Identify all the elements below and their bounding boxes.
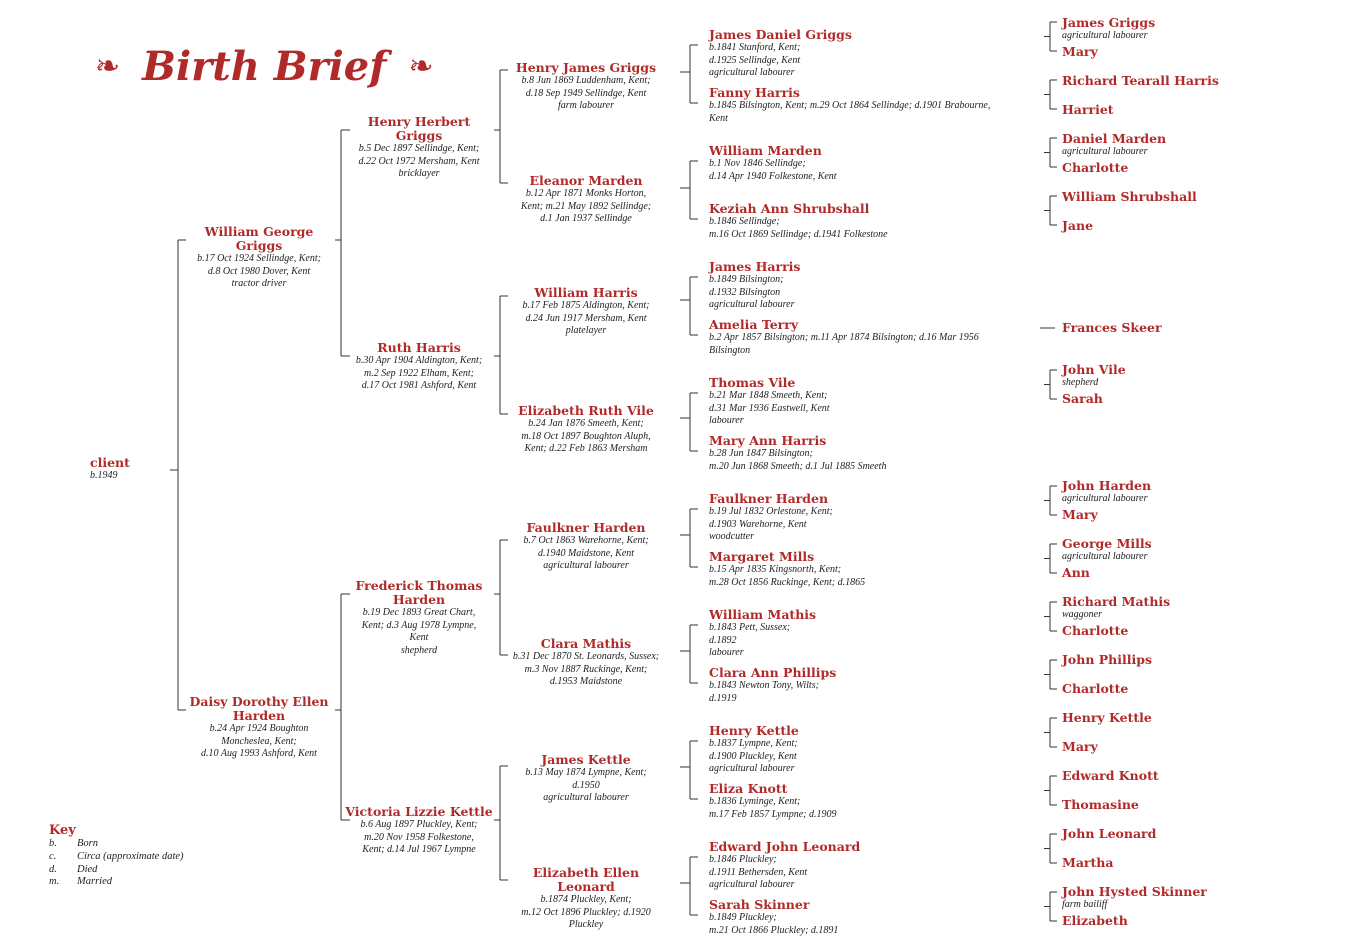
person-name: George Mills — [1062, 536, 1152, 551]
person-name: Eliza Knott — [709, 781, 788, 796]
person-gen6[interactable] — [1062, 914, 1262, 928]
key-abbreviation: d. — [49, 863, 57, 875]
person-name: Jane — [1062, 218, 1094, 233]
person-gen5[interactable] — [709, 608, 1029, 660]
person-name: Elizabeth Ellen Leonard — [532, 865, 640, 894]
key-abbreviation: b. — [49, 838, 57, 849]
person-gen5[interactable] — [709, 666, 1029, 705]
page-title — [95, 36, 434, 96]
person-name: Eleanor Marden — [529, 173, 643, 188]
person-gen5[interactable] — [709, 86, 1029, 125]
person-gen5[interactable] — [709, 434, 1029, 473]
person-name: Charlotte — [1062, 681, 1129, 696]
person-paternal-grandfather[interactable] — [344, 115, 494, 181]
person-details: b.1843 Newton Tony, Wilts; d.1919 — [709, 680, 819, 704]
person-name: Mary — [1062, 739, 1098, 754]
person-name: Richard Mathis — [1062, 594, 1171, 609]
person-gen6[interactable] — [1062, 566, 1262, 580]
key-abbreviation: c. — [49, 850, 57, 862]
person-name: John Hysted Skinner — [1062, 884, 1207, 899]
person-details: b.24 Jan 1876 Smeeth, Kent; m.18 Oct 1897 Boughton Aluph, Kent; d.22 Feb 1863 Mersham — [521, 418, 651, 454]
person-details: b.1837 Lympne, Kent; d.1900 Pluckley, Kent agricultural labourer — [709, 738, 798, 774]
person-name: William Mathis — [709, 607, 817, 622]
person-gen6[interactable] — [1062, 595, 1262, 622]
key-meaning: Circa (approximate date) — [77, 850, 184, 862]
person-details: b.1874 Pluckley, Kent; m.12 Oct 1896 Pluckley; d.1920 Pluckley — [521, 894, 651, 930]
person-gen5[interactable] — [709, 492, 1029, 544]
person-gen6[interactable] — [1062, 740, 1262, 754]
person-mother[interactable] — [183, 695, 335, 761]
person-details: b.31 Dec 1870 St. Leonards, Sussex; m.3 Nov 1887 Ruckinge, Kent; d.1953 Maidstone — [512, 651, 660, 687]
person-gen6[interactable] — [1062, 45, 1262, 59]
person-gen5[interactable] — [709, 782, 1029, 821]
person-name: Martha — [1062, 855, 1114, 870]
key-meaning: Died — [77, 863, 98, 875]
person-name: Daisy Dorothy Ellen Harden — [189, 694, 329, 723]
person-name: Ruth Harris — [377, 340, 461, 355]
person-name: Sarah — [1062, 391, 1103, 406]
person-name: John Harden — [1062, 478, 1152, 493]
person-gen5[interactable] — [709, 898, 1029, 937]
person-great-grandparent[interactable] — [506, 866, 666, 932]
person-gen5[interactable] — [709, 840, 1029, 892]
person-gen6[interactable] — [1062, 537, 1262, 564]
person-great-grandparent[interactable] — [506, 286, 666, 338]
person-details: b.8 Jun 1869 Luddenham, Kent; d.18 Sep 1949 Sellindge, Kent farm labourer — [521, 75, 651, 111]
key-row — [49, 876, 184, 889]
person-maternal-grandmother[interactable] — [344, 805, 494, 857]
abbreviation-key — [49, 823, 184, 889]
person-name: Faulkner Harden — [709, 491, 829, 506]
person-name: Henry Herbert Griggs — [367, 114, 471, 143]
person-details: b.19 Dec 1893 Great Chart, Kent; d.3 Aug 1978 Lympne, Kent shepherd — [361, 607, 477, 656]
person-details: b.17 Feb 1875 Aldington, Kent; d.24 Jun 1917 Mersham, Kent platelayer — [522, 300, 650, 336]
person-details: b.15 Apr 1835 Kingsnorth, Kent; m.28 Oct 1856 Ruckinge, Kent; d.1865 — [709, 564, 866, 588]
person-gen6[interactable] — [1062, 624, 1262, 638]
person-paternal-grandmother[interactable] — [344, 341, 494, 393]
person-name: Sarah Skinner — [709, 897, 810, 912]
person-client[interactable] — [90, 456, 170, 483]
person-details: b.13 May 1874 Lympne, Kent; d.1950 agricultural labourer — [525, 767, 647, 803]
person-gen6[interactable] — [1062, 856, 1262, 870]
person-details: b.1 Nov 1846 Sellindge; d.14 Apr 1940 Folkestone, Kent — [709, 158, 837, 182]
person-name: William George Griggs — [204, 224, 314, 253]
person-gen6[interactable] — [1062, 653, 1262, 667]
person-great-grandparent[interactable] — [506, 174, 666, 226]
person-name: Richard Tearall Harris — [1062, 73, 1219, 88]
person-gen5[interactable] — [709, 724, 1029, 776]
person-name: John Phillips — [1062, 652, 1153, 667]
person-details: b.1849 Pluckley; m.21 Oct 1866 Pluckley; d.1891 — [709, 912, 839, 936]
person-name: Ann — [1062, 565, 1090, 580]
person-gen5[interactable] — [709, 260, 1029, 312]
person-gen6[interactable] — [1062, 827, 1262, 841]
person-gen6[interactable] — [1062, 16, 1262, 43]
person-gen6[interactable] — [1062, 885, 1262, 912]
person-details: waggoner — [1062, 609, 1102, 620]
person-name: Henry Kettle — [1062, 710, 1152, 725]
person-great-grandparent[interactable] — [506, 753, 666, 805]
person-name: Thomas Vile — [709, 375, 796, 390]
person-name: Henry James Griggs — [515, 60, 657, 75]
person-details: b.1843 Pett, Sussex; d.1892 labourer — [709, 622, 791, 658]
person-details: b.12 Apr 1871 Monks Horton, Kent; m.21 May 1892 Sellindge; d.1 Jan 1937 Sellindge — [520, 188, 652, 224]
person-details: b.6 Aug 1897 Pluckley, Kent; m.20 Nov 1958 Folkestone, Kent; d.14 Jul 1967 Lympne — [360, 819, 478, 855]
person-details: b.19 Jul 1832 Orlestone, Kent; d.1903 Warehorne, Kent woodcutter — [709, 506, 833, 542]
person-gen5[interactable] — [709, 144, 1029, 183]
person-name: Edward Knott — [1062, 768, 1159, 783]
person-gen6[interactable] — [1062, 74, 1262, 88]
person-details: b.1846 Sellindge; m.16 Oct 1869 Sellindge; d.1941 Folkestone — [709, 216, 888, 240]
key-title: Key — [49, 823, 76, 838]
person-details: agricultural labourer — [1062, 551, 1148, 562]
person-name: William Shrubshall — [1062, 189, 1197, 204]
person-details: agricultural labourer — [1062, 30, 1148, 41]
key-abbreviation: m. — [49, 876, 60, 888]
person-details: agricultural labourer — [1062, 493, 1148, 504]
key-row — [49, 851, 184, 864]
person-name: Victoria Lizzie Kettle — [345, 804, 493, 819]
page-title-text: Birth Brief — [142, 42, 387, 90]
person-details: b.28 Jun 1847 Bilsington; m.20 Jun 1868 Smeeth; d.1 Jul 1885 Smeeth — [709, 448, 887, 472]
person-gen6[interactable] — [1062, 161, 1262, 175]
person-details: b.24 Apr 1924 Boughton Monchesleа, Kent; d.10 Aug 1993 Ashford, Kent — [201, 723, 317, 759]
person-name: Charlotte — [1062, 623, 1129, 638]
person-gen6[interactable] — [1062, 798, 1262, 812]
person-name: Henry Kettle — [709, 723, 799, 738]
person-gen6[interactable] — [1062, 103, 1262, 117]
person-gen6[interactable] — [1062, 363, 1262, 390]
person-name: Fanny Harris — [709, 85, 800, 100]
person-name: Keziah Ann Shrubshall — [709, 201, 870, 216]
person-gen5[interactable] — [709, 376, 1029, 428]
key-row — [49, 838, 184, 851]
person-great-grandparent[interactable] — [506, 521, 666, 573]
person-name: James Harris — [709, 259, 801, 274]
person-gen6[interactable] — [1062, 321, 1262, 335]
person-gen6[interactable] — [1062, 711, 1262, 725]
person-gen6[interactable] — [1062, 190, 1262, 204]
person-name: Harriet — [1062, 102, 1114, 117]
person-name: Elizabeth Ruth Vile — [518, 403, 654, 418]
person-details: b.1846 Pluckley; d.1911 Bethersden, Kent agricultural labourer — [709, 854, 808, 890]
person-details: b.1849 Bilsington; d.1932 Bilsington agricultural labourer — [709, 274, 795, 310]
person-name: Mary Ann Harris — [709, 433, 827, 448]
person-details: agricultural labourer — [1062, 146, 1148, 157]
person-name: Frederick Thomas Harden — [355, 578, 483, 607]
person-name: Frances Skeer — [1062, 320, 1162, 335]
person-gen6[interactable] — [1062, 479, 1262, 506]
person-details: b.7 Oct 1863 Warehorne, Kent; d.1940 Maidstone, Kent agricultural labourer — [523, 535, 649, 571]
person-name: Daniel Marden — [1062, 131, 1167, 146]
person-details: b.5 Dec 1897 Sellindge, Kent; d.22 Oct 1972 Mersham, Kent bricklayer — [358, 143, 480, 179]
person-details: b.17 Oct 1924 Sellindge, Kent; d.8 Oct 1980 Dover, Kent tractor driver — [197, 253, 321, 289]
person-name: William Marden — [709, 143, 822, 158]
person-name: William Harris — [534, 285, 638, 300]
person-gen6[interactable] — [1062, 219, 1262, 233]
person-details: b.1949 — [90, 470, 118, 481]
person-name: John Leonard — [1062, 826, 1157, 841]
person-details: b.2 Apr 1857 Bilsington; m.11 Apr 1874 Bilsington; d.16 Mar 1956 Bilsington — [709, 332, 979, 356]
left-ornament-icon: ❧ — [95, 48, 121, 84]
person-gen5[interactable] — [709, 550, 1029, 589]
key-meaning: Born — [77, 838, 98, 849]
person-name: James Daniel Griggs — [709, 27, 852, 42]
person-gen6[interactable] — [1062, 769, 1262, 783]
person-name: Thomasine — [1062, 797, 1139, 812]
key-row — [49, 864, 184, 877]
person-gen6[interactable] — [1062, 392, 1262, 406]
person-name: Elizabeth — [1062, 913, 1128, 928]
person-details: farm bailiff — [1062, 899, 1108, 910]
person-name: James Griggs — [1062, 15, 1156, 30]
person-name: Faulkner Harden — [526, 520, 646, 535]
person-gen6[interactable] — [1062, 132, 1262, 159]
key-meaning: Married — [77, 876, 112, 888]
right-ornament-icon: ❧ — [408, 48, 434, 84]
person-details: b.30 Apr 1904 Aldington, Kent; m.2 Sep 1922 Elham, Kent; d.17 Oct 1981 Ashford, Kent — [355, 355, 483, 391]
person-name: Clara Mathis — [540, 636, 632, 651]
person-details: b.1841 Stanford, Kent; d.1925 Sellindge, Kent agricultural labourer — [709, 42, 801, 78]
person-name: Mary — [1062, 507, 1098, 522]
person-details: shepherd — [1062, 377, 1099, 388]
person-name: Mary — [1062, 44, 1098, 59]
person-gen6[interactable] — [1062, 508, 1262, 522]
person-father[interactable] — [183, 225, 335, 291]
person-maternal-grandfather[interactable] — [344, 579, 494, 657]
person-great-grandparent[interactable] — [506, 637, 666, 689]
person-name: James Kettle — [541, 752, 631, 767]
person-details: b.1836 Lyminge, Kent; m.17 Feb 1857 Lympne; d.1909 — [709, 796, 837, 820]
person-name: Edward John Leonard — [709, 839, 861, 854]
person-name: John Vile — [1062, 362, 1126, 377]
person-gen5[interactable] — [709, 28, 1029, 80]
person-name: client — [90, 455, 130, 470]
person-details: b.21 Mar 1848 Smeeth, Kent; d.31 Mar 1936 Eastwell, Kent labourer — [709, 390, 830, 426]
person-gen6[interactable] — [1062, 682, 1262, 696]
person-gen5[interactable] — [709, 202, 1029, 241]
person-details: b.1845 Bilsington, Kent; m.29 Oct 1864 Sellindge; d.1901 Brabourne, Kent — [709, 100, 991, 124]
person-name: Clara Ann Phillips — [709, 665, 837, 680]
person-name: Margaret Mills — [709, 549, 815, 564]
person-gen5[interactable] — [709, 318, 1029, 357]
person-name: Amelia Terry — [709, 317, 799, 332]
person-great-grandparent[interactable] — [506, 404, 666, 456]
person-great-grandparent[interactable] — [506, 61, 666, 113]
person-name: Charlotte — [1062, 160, 1129, 175]
